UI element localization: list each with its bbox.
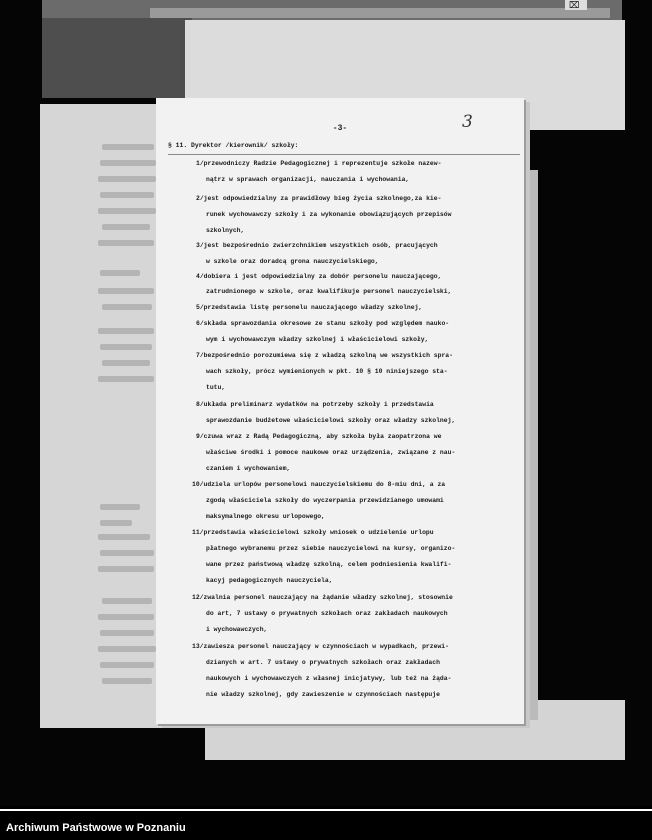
underlying-page (40, 104, 164, 728)
faded-text-line (100, 160, 156, 166)
faded-text-line (98, 376, 154, 382)
text-line: naukowych i wychowawczych z własnej inicjatywy, lub też na żąda- (206, 675, 452, 682)
faded-text-line (98, 208, 156, 214)
faded-text-line (98, 176, 156, 182)
page-edge (528, 170, 538, 720)
faded-text-line (102, 678, 152, 684)
text-line: 3/jest bezpośrednio zwierzchnikiem wszystkich osób, pracujących (196, 242, 438, 249)
faded-text-line (98, 328, 154, 334)
faded-text-line (102, 144, 154, 150)
text-line: runek wychowawczy szkoły i za wykonanie obowiązujących przepisów (206, 211, 452, 218)
text-line: 12/zwalnia personel nauczający na żądanie władzy szkolnej, stosownie (192, 594, 453, 601)
footer-divider (0, 809, 652, 811)
faded-text-line (98, 646, 156, 652)
text-line: 1/przewodniczy Radzie Pedagogicznej i reprezentuje szkołe nazew- (196, 160, 442, 167)
text-line: 10/udziela urlopów personelowi nauczycielskiemu do 8-miu dni, a za (192, 481, 446, 488)
text-line: 8/układa preliminarz wydatków na potrzeby szkoły i przedstawia (196, 401, 434, 408)
corner-mark (565, 0, 587, 10)
text-line: zatrudnionego w szkole, oraz kwalifikuje personel nauczycielski, (206, 288, 452, 295)
text-line: czaniem i wychowaniem, (206, 465, 291, 472)
text-line: płatnego wybranemu przez siebie nauczycielowi na kursy, organizo- (206, 545, 456, 552)
text-line: nątrz w sprawach organizacji, nauczania i wychowania, (206, 176, 410, 183)
faded-text-line (100, 520, 132, 526)
faded-text-line (102, 304, 152, 310)
text-line: 13/zawiesza personel nauczający w czynnościach w wypadkach, przewi- (192, 643, 449, 650)
corner-mark-glyph: ⌧ (569, 0, 580, 10)
faded-text-line (100, 504, 140, 510)
faded-text-line (98, 240, 154, 246)
text-line: wym i wychowawczym władzy szkolnej i właścicielowi szkoły, (206, 336, 429, 343)
background-shadow (42, 18, 192, 98)
text-line: 6/składa sprawozdania okresowe ze stanu szkoły pod względem nauko- (196, 320, 450, 327)
faded-text-line (102, 360, 150, 366)
faded-text-line (100, 344, 152, 350)
text-line: 11/przedstawia właścicielowi szkoły wniosek o udzielenie urlopu (192, 529, 434, 536)
text-line: maksymalnego okresu urlopowego, (206, 513, 325, 520)
faded-text-line (98, 614, 154, 620)
text-line: i wychowawczych, (206, 626, 268, 633)
text-line: kacyj pedagogicznych nauczyciela, (206, 577, 333, 584)
text-line: 7/bezpośrednio porozumiewa się z władzą szkolną we wszystkich spra- (196, 352, 453, 359)
text-line: dzianych w art. 7 ustawy o prywatnych szkołach oraz zakładach (206, 659, 440, 666)
faded-text-line (100, 630, 154, 636)
text-line: właściwe środki i pomoce naukowe oraz urządzenia, związane z nau- (206, 449, 456, 456)
handwritten-page-number: 3 (462, 112, 473, 132)
text-line: do art, 7 ustawy o prywatnych szkołach oraz zakładach naukowych (206, 610, 448, 617)
faded-text-line (98, 566, 154, 572)
text-line: szkolnych, (206, 227, 245, 234)
archive-name: Archiwum Państwowe w Poznaniu (6, 822, 186, 834)
section-heading: § 11. Dyrektor /kierownik/ szkoły: (168, 142, 299, 149)
faded-text-line (98, 288, 154, 294)
faded-text-line (100, 662, 154, 668)
text-line: wane przez państwową władzę szkolną, celem podniesienia kwalifi- (206, 561, 452, 568)
text-line: 2/jest odpowiedzialny za prawidłowy bieg życia szkolnego,za kie- (196, 195, 442, 202)
text-line: nie władzy szkolnej, gdy zawieszenie w czynnościach następuje (206, 691, 440, 698)
text-line: sprawozdanie budżetowe właścicielowi szkoły oraz władzy szkolnej, (206, 417, 456, 424)
text-line: tutu, (206, 384, 226, 391)
faded-text-line (102, 224, 150, 230)
text-line: w szkole oraz doradcą grona nauczycielskiego, (206, 258, 379, 265)
text-line: 4/dobiera i jest odpowiedzialny za dobór personelu nauczającego, (196, 273, 442, 280)
archive-footer (0, 806, 652, 840)
page-number: -3- (332, 124, 348, 133)
text-line: 5/przedstawia listę personelu nauczającego władzy szkolnej, (196, 304, 423, 311)
faded-text-line (98, 534, 150, 540)
faded-text-line (100, 550, 154, 556)
heading-rule (168, 154, 520, 155)
faded-text-line (100, 270, 140, 276)
document-page (156, 98, 524, 724)
text-line: wach szkoły, prócz wymienionych w pkt. 10 § 10 niniejszego sta- (206, 368, 448, 375)
text-line: 9/czuwa wraz z Radą Pedagogiczną, aby szkoła była zaopatrzona we (196, 433, 442, 440)
film-edge-highlight (150, 8, 610, 18)
faded-text-line (100, 192, 154, 198)
text-line: zgodą właściciela szkoły do wyczerpania przewidzianego umowami (206, 497, 444, 504)
faded-text-line (102, 598, 152, 604)
